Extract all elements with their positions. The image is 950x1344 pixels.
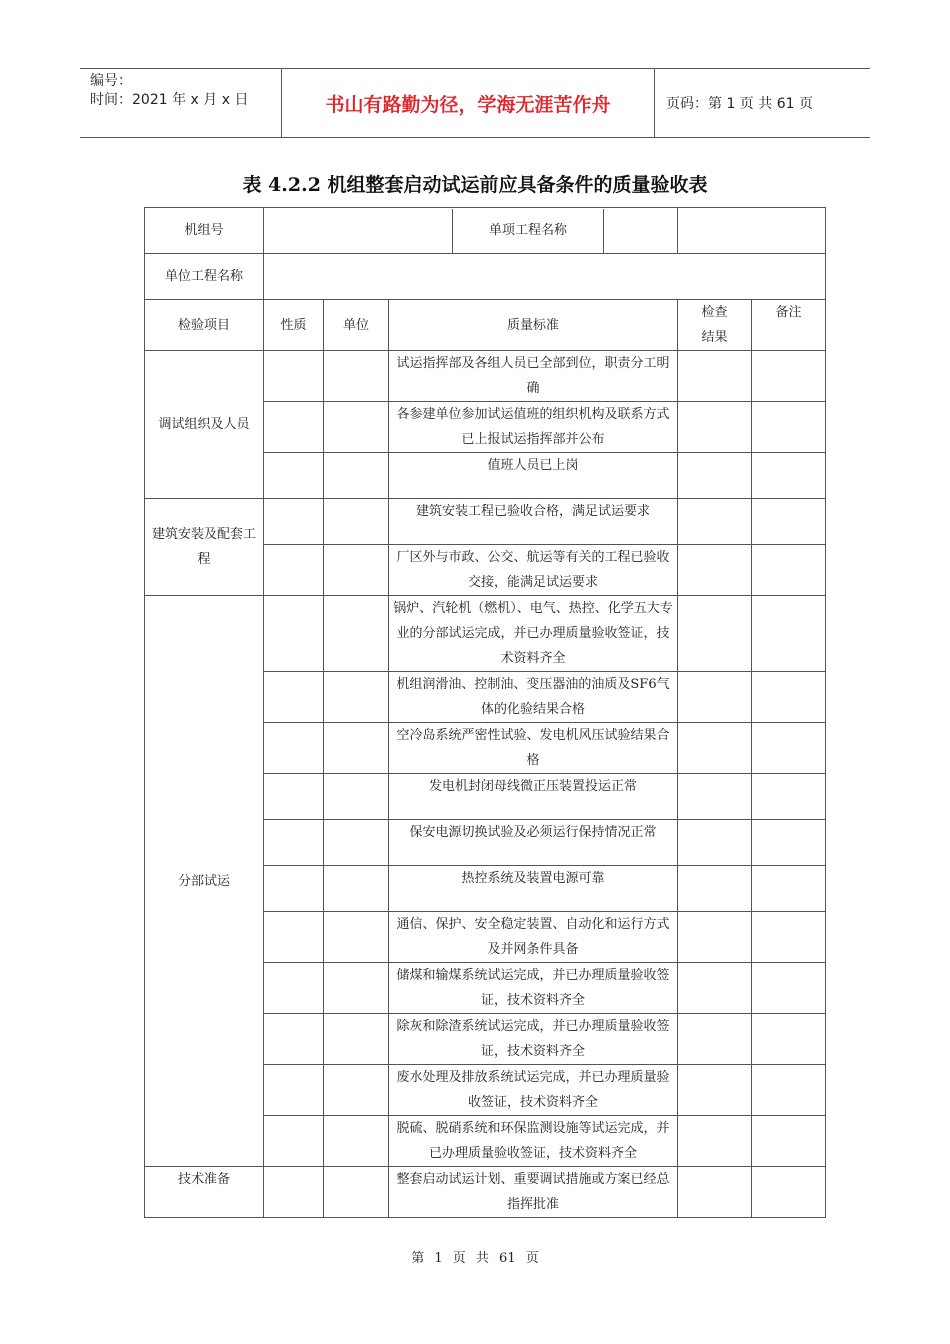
unit-cell[interactable] xyxy=(324,723,389,774)
remark-cell[interactable] xyxy=(752,453,826,499)
unit-no-label: 机组号 xyxy=(145,208,264,254)
document-title: 表 4.2.2 机组整套启动试运前应具备条件的质量验收表 xyxy=(242,174,708,196)
check-result-cell[interactable] xyxy=(678,1065,752,1116)
quality-standard: 机组润滑油、控制油、变压器油的油质及SF6气体的化验结果合格 xyxy=(389,672,678,723)
nature-cell[interactable] xyxy=(264,820,324,866)
check-result-cell[interactable] xyxy=(678,499,752,545)
col-standard: 质量标准 xyxy=(389,300,678,351)
inspection-row xyxy=(145,596,826,672)
unit-cell[interactable] xyxy=(324,963,389,1014)
unit-cell[interactable] xyxy=(324,1065,389,1116)
quality-standard: 储煤和输煤系统试运完成，并已办理质量验收签证，技术资料齐全 xyxy=(389,963,678,1014)
remark-cell[interactable] xyxy=(752,351,826,402)
nature-cell[interactable] xyxy=(264,453,324,499)
unit-cell[interactable] xyxy=(324,1116,389,1167)
page-header xyxy=(80,68,870,138)
quality-standard: 锅炉、汽轮机（燃机）、电气、热控、化学五大专业的分部试运完成，并已办理质量验收签证，技术资料齐全 xyxy=(389,596,678,672)
remark-cell[interactable] xyxy=(752,545,826,596)
quality-standard: 通信、保护、安全稳定装置、自动化和运行方式及并网条件具备 xyxy=(389,912,678,963)
nature-cell[interactable] xyxy=(264,672,324,723)
quality-standard: 保安电源切换试验及必须运行保持情况正常 xyxy=(389,820,678,866)
nature-cell[interactable] xyxy=(264,402,324,453)
check-result-cell[interactable] xyxy=(678,963,752,1014)
check-result-cell[interactable] xyxy=(678,912,752,963)
nature-cell[interactable] xyxy=(264,774,324,820)
col-result: 检查 结果 xyxy=(678,300,752,351)
header-divider xyxy=(654,69,655,137)
unit-cell[interactable] xyxy=(324,866,389,912)
nature-cell[interactable] xyxy=(264,723,324,774)
unit-cell[interactable] xyxy=(324,1167,389,1218)
remark-cell[interactable] xyxy=(752,774,826,820)
unit-cell[interactable] xyxy=(324,351,389,402)
remark-cell[interactable] xyxy=(752,912,826,963)
nature-cell[interactable] xyxy=(264,499,324,545)
check-result-cell[interactable] xyxy=(678,672,752,723)
check-result-cell[interactable] xyxy=(678,866,752,912)
unit-cell[interactable] xyxy=(324,545,389,596)
unit-project-row xyxy=(145,254,826,300)
check-result-cell[interactable] xyxy=(678,596,752,672)
remark-cell[interactable] xyxy=(752,866,826,912)
nature-cell[interactable] xyxy=(264,866,324,912)
inspection-group: 分部试运 xyxy=(145,596,264,1167)
nature-cell[interactable] xyxy=(264,1014,324,1065)
remark-cell[interactable] xyxy=(752,1116,826,1167)
inspection-group: 调试组织及人员 xyxy=(145,351,264,499)
col-item: 检验项目 xyxy=(145,300,264,351)
header-motto: 书山有路勤为径，学海无涯苦作舟 xyxy=(325,93,611,116)
unit-cell[interactable] xyxy=(324,453,389,499)
quality-standard: 空冷岛系统严密性试验、发电机风压试验结果合格 xyxy=(389,723,678,774)
unit-cell[interactable] xyxy=(324,774,389,820)
item-project-field[interactable] xyxy=(678,208,826,254)
nature-cell[interactable] xyxy=(264,596,324,672)
unit-cell[interactable] xyxy=(324,820,389,866)
nature-cell[interactable] xyxy=(264,545,324,596)
remark-cell[interactable] xyxy=(752,499,826,545)
inspection-group: 建筑安装及配套工程 xyxy=(145,499,264,596)
quality-standard: 建筑安装工程已验收合格，满足试运要求 xyxy=(389,499,678,545)
check-result-cell[interactable] xyxy=(678,453,752,499)
unit-project-field[interactable] xyxy=(264,254,826,300)
quality-standard: 厂区外与市政、公交、航运等有关的工程已验收交接，能满足试运要求 xyxy=(389,545,678,596)
inspection-row xyxy=(145,351,826,402)
check-result-cell[interactable] xyxy=(678,774,752,820)
remark-cell[interactable] xyxy=(752,596,826,672)
check-result-cell[interactable] xyxy=(678,351,752,402)
nature-cell[interactable] xyxy=(264,963,324,1014)
remark-cell[interactable] xyxy=(752,672,826,723)
col-nature: 性质 xyxy=(264,300,324,351)
col-unit: 单位 xyxy=(324,300,389,351)
nature-cell[interactable] xyxy=(264,1065,324,1116)
quality-standard: 脱硫、脱硝系统和环保监测设施等试运完成，并已办理质量验收签证，技术资料齐全 xyxy=(389,1116,678,1167)
nature-cell[interactable] xyxy=(264,912,324,963)
nature-cell[interactable] xyxy=(264,1167,324,1218)
unit-cell[interactable] xyxy=(324,596,389,672)
remark-cell[interactable] xyxy=(752,820,826,866)
quality-standard: 热控系统及装置电源可靠 xyxy=(389,866,678,912)
check-result-cell[interactable] xyxy=(678,545,752,596)
quality-standard: 废水处理及排放系统试运完成，并已办理质量验收签证，技术资料齐全 xyxy=(389,1065,678,1116)
header-page-info: 页码：第 1 页 共 61 页 xyxy=(666,96,813,112)
check-result-cell[interactable] xyxy=(678,1167,752,1218)
inspection-row xyxy=(145,499,826,545)
nature-cell[interactable] xyxy=(264,1116,324,1167)
unit-cell[interactable] xyxy=(324,402,389,453)
remark-cell[interactable] xyxy=(752,1014,826,1065)
check-result-cell[interactable] xyxy=(678,1014,752,1065)
column-header-row xyxy=(145,300,826,351)
unit-cell[interactable] xyxy=(324,1014,389,1065)
check-result-cell[interactable] xyxy=(678,723,752,774)
unit-no-row xyxy=(145,208,826,254)
header-meta xyxy=(90,72,248,110)
check-result-cell[interactable] xyxy=(678,402,752,453)
check-result-cell[interactable] xyxy=(678,1116,752,1167)
quality-standard: 值班人员已上岗 xyxy=(389,453,678,499)
doc-time-label: 时间：2021 年 x 月 x 日 xyxy=(90,92,249,108)
unit-no-field[interactable] xyxy=(264,208,678,254)
check-result-cell[interactable] xyxy=(678,820,752,866)
quality-standard: 各参建单位参加试运值班的组织机构及联系方式已上报试运指挥部并公布 xyxy=(389,402,678,453)
remark-cell[interactable] xyxy=(752,402,826,453)
item-project-label: 单项工程名称 xyxy=(452,209,603,253)
nature-cell[interactable] xyxy=(264,351,324,402)
unit-cell[interactable] xyxy=(324,912,389,963)
unit-project-label: 单位工程名称 xyxy=(145,254,264,300)
remark-cell[interactable] xyxy=(752,963,826,1014)
unit-cell[interactable] xyxy=(324,499,389,545)
doc-number-label: 编号： xyxy=(90,73,132,89)
remark-cell[interactable] xyxy=(752,1065,826,1116)
remark-cell[interactable] xyxy=(752,1167,826,1218)
quality-standard: 发电机封闭母线微正压装置投运正常 xyxy=(389,774,678,820)
quality-standard: 除灰和除渣系统试运完成，并已办理质量验收签证，技术资料齐全 xyxy=(389,1014,678,1065)
inspection-row xyxy=(145,1167,826,1218)
quality-standard: 整套启动试运计划、重要调试措施或方案已经总指挥批准 xyxy=(389,1167,678,1218)
page-footer: 第 1 页 共 61 页 xyxy=(411,1251,539,1266)
quality-standard: 试运指挥部及各组人员已全部到位，职责分工明确 xyxy=(389,351,678,402)
acceptance-table xyxy=(144,207,826,1218)
remark-cell[interactable] xyxy=(752,723,826,774)
col-remark: 备注 xyxy=(752,300,826,351)
unit-cell[interactable] xyxy=(324,672,389,723)
inspection-group: 技术准备 xyxy=(145,1167,264,1218)
